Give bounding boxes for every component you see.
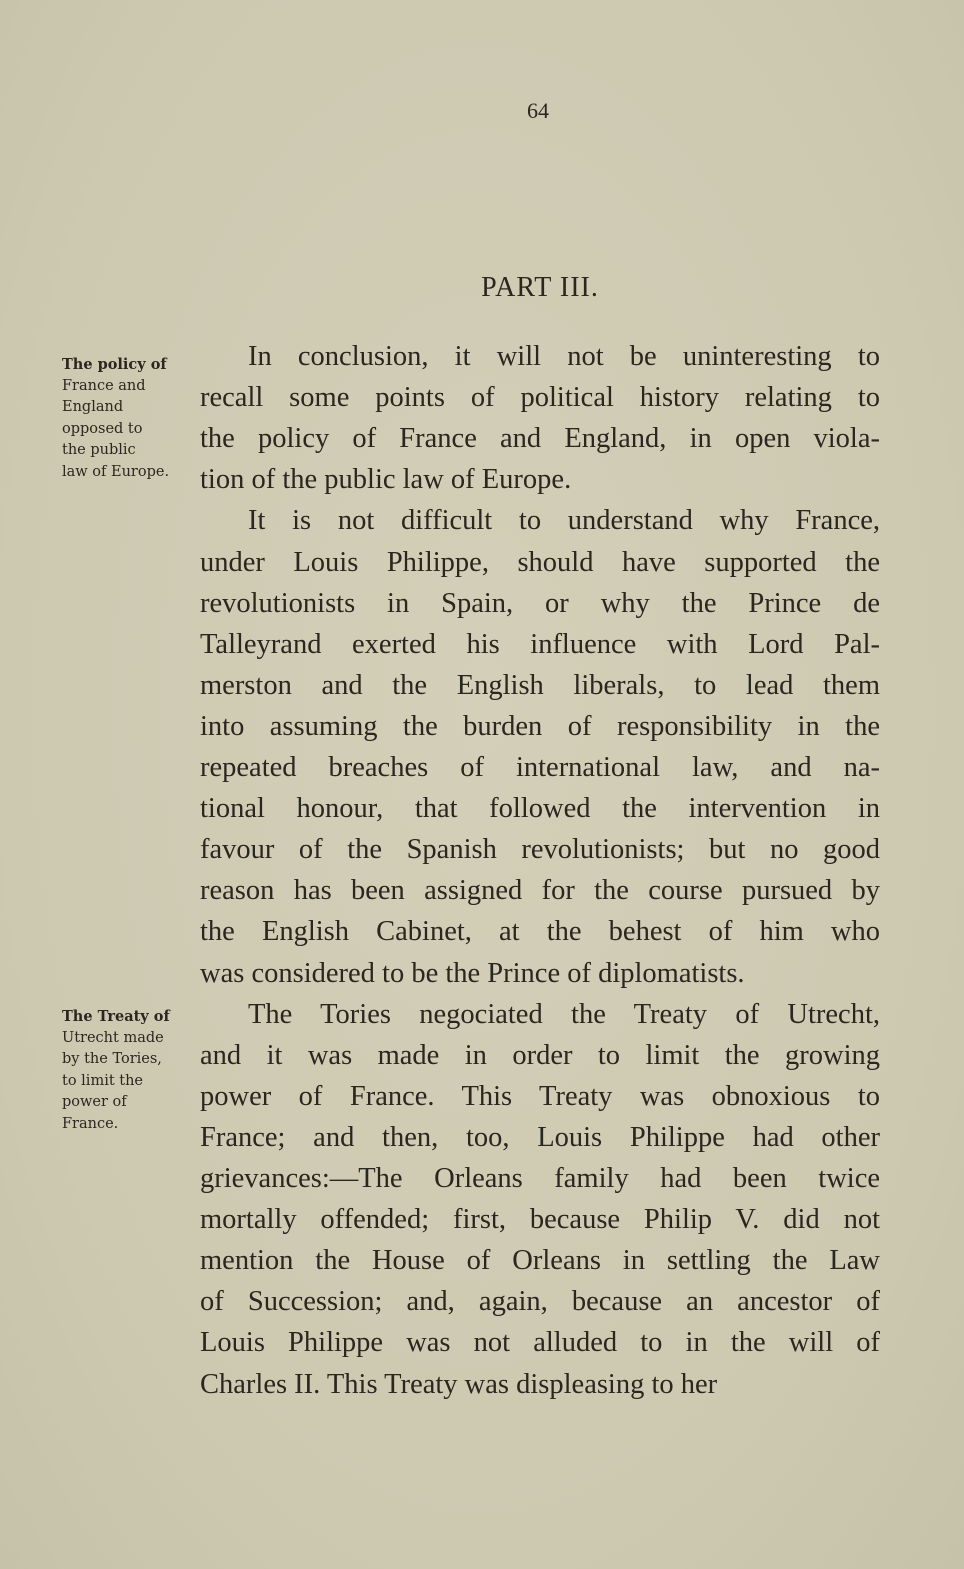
body-line: tion of the public law of Europe. — [200, 464, 572, 496]
body-line: merston and the English liberals, to lead them — [200, 669, 880, 701]
body-line: was considered to be the Prince of diplomatists. — [200, 957, 745, 989]
body-line: mention the House of Orleans in settling the Law — [200, 1245, 880, 1277]
body-line: Charles II. This Treaty was displeasing to her — [200, 1368, 718, 1400]
sidenote-line: France. — [62, 1115, 119, 1132]
body-line: Louis Philippe was not alluded to in the will of — [200, 1327, 880, 1359]
sidenote-line: power of — [62, 1094, 127, 1110]
body-line: power of France. This Treaty was obnoxious to — [200, 1080, 880, 1112]
sidenote-line: the public — [62, 442, 136, 458]
body-line: grievances:—The Orleans family had been twice — [200, 1163, 880, 1194]
body-line: repeated breaches of international law, and na- — [200, 752, 880, 783]
sidenote-line: law of Europe. — [62, 463, 170, 480]
body-line: the policy of France and England, in open viola- — [200, 423, 880, 455]
body-line: and it was made in order to limit the growing — [200, 1039, 880, 1071]
page-number: 64 — [527, 98, 549, 123]
sidenote-line: France and — [62, 377, 146, 394]
sidenote-line: by the Tories, — [62, 1051, 162, 1067]
body-line: revolutionists in Spain, or why the Prince de — [200, 587, 880, 619]
sidenote-line: The policy of — [62, 356, 167, 373]
body-line: into assuming the burden of responsibility in the — [200, 710, 880, 742]
body-line: tional honour, that followed the intervention in — [200, 793, 880, 825]
body-line: In conclusion, it will not be uninteresting to — [248, 341, 880, 372]
body-line: under Louis Philippe, should have supported the — [200, 546, 880, 578]
body-line: It is not difficult to understand why France, — [248, 505, 880, 537]
section-heading: PART III. — [481, 272, 599, 303]
body-line: France; and then, too, Louis Philippe had other — [200, 1121, 880, 1153]
sidenote-line: to limit the — [62, 1072, 144, 1089]
body-line: favour of the Spanish revolutionists; but no good — [200, 834, 880, 866]
body-line: Talleyrand exerted his influence with Lord Pal- — [200, 628, 880, 660]
sidenote-line: England — [62, 399, 124, 415]
body-line: the English Cabinet, at the behest of him who — [200, 916, 880, 948]
sidenote-line: The Treaty of — [62, 1008, 170, 1025]
body-line: of Succession; and, again, because an ancestor of — [200, 1286, 880, 1318]
sidenote-line: Utrecht made — [62, 1029, 164, 1046]
body-line: The Tories negociated the Treaty of Utrecht, — [248, 998, 880, 1030]
body-line: recall some points of political history relating to — [200, 382, 880, 414]
body-line: mortally offended; first, because Philip V. did not — [200, 1204, 880, 1236]
sidenote-line: opposed to — [62, 420, 143, 437]
body-line: reason has been assigned for the course pursued by — [200, 875, 880, 907]
